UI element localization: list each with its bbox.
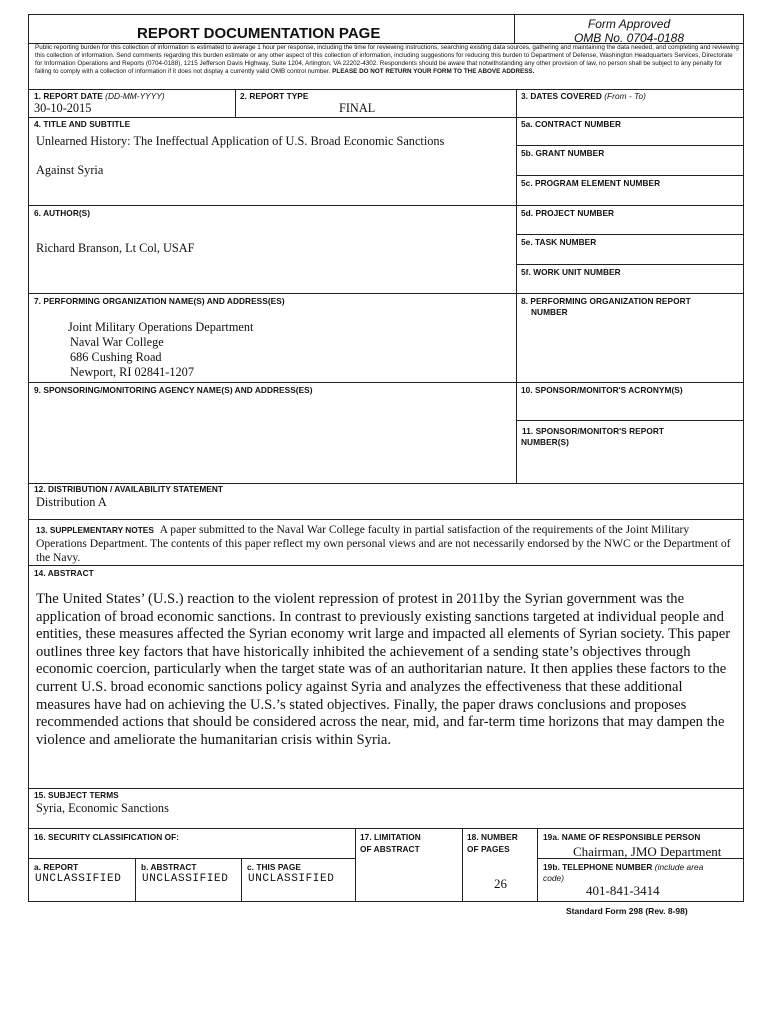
page-class-label: c. THIS PAGE [247,862,301,872]
subject-terms-label: 15. SUBJECT TERMS [34,790,119,800]
title-line-1[interactable]: Unlearned History: The Ineffectual Application of U.S. Broad Economic Sanctions [36,134,445,148]
report-type-value[interactable]: FINAL [339,101,376,115]
abstract-class-label: b. ABSTRACT [141,862,197,872]
divider [29,828,743,829]
label-text: 19b. TELEPHONE NUMBER [543,862,653,872]
divider [29,519,743,520]
report-date-label [34,91,165,101]
label-hint: (From - To) [604,91,646,101]
divider [235,89,236,117]
burden-statement [35,44,739,76]
divider [516,117,517,483]
distribution-label: 12. DISTRIBUTION / AVAILABILITY STATEMENT [34,484,224,494]
dates-covered-label [521,91,646,101]
burden-text: Public reporting burden for this collection of information is estimated to average 1 hour per response, including the time for reviewing instructions, searching existing data sources, gathering and maintaining the data needed, and completing and reviewing this collection of information. Send comments regarding this burden estimate or any other aspect of this collection of information, including suggestions for reducing this burden to Department of Defense, Washington Headquarters Services, Directorate for Information Operations and Reports (0704-0188), 1215 Jefferson Davis Highway, Suite 1204, Arlington, VA 22202-4302. Respondents should be aware that notwithstanding any other provision of law, no person shall be subject to any penalty for failing to comply with a collection of information if it does not display a currently valid OMB control number. [35,44,739,75]
form-approved-label: Form Approved [587,17,671,31]
sponsoring-label: 9. SPONSORING/MONITORING AGENCY NAME(S) AND ADDRESS(ES) [34,385,313,395]
task-number-label: 5e. TASK NUMBER [521,237,597,247]
divider [29,205,743,206]
telephone-value[interactable]: 401-841-3414 [586,883,660,898]
security-class-label: 16. SECURITY CLASSIFICATION OF: [34,832,180,842]
responsible-person-value[interactable]: Chairman, JMO Department [573,844,722,859]
num-pages-value[interactable]: 26 [494,876,507,891]
authors-value[interactable]: Richard Branson, Lt Col, USAF [36,241,195,255]
label-hint: code) [543,873,565,883]
supplementary-notes[interactable] [36,523,740,565]
grant-number-label: 5b. GRANT NUMBER [521,148,605,158]
divider [29,89,743,90]
supplementary-label: 13. SUPPLEMENTARY NOTES [36,525,154,535]
report-class-value[interactable]: UNCLASSIFIED [35,873,122,885]
telephone-label [543,862,703,872]
divider [537,858,743,859]
performing-report-label-2: NUMBER [531,307,568,317]
divider [355,828,356,901]
label-text: 1. REPORT DATE [34,91,103,101]
divider [516,420,743,421]
performing-report-label: 8. PERFORMING ORGANIZATION REPORT [521,296,691,306]
divider [516,234,743,235]
distribution-value[interactable]: Distribution A [36,495,107,509]
abstract-label: 14. ABSTRACT [34,568,94,578]
authors-label: 6. AUTHOR(S) [34,208,91,218]
divider [29,788,743,789]
divider [462,828,463,901]
num-pages-label: 18. NUMBER [467,832,518,842]
limitation-label-2: OF ABSTRACT [360,844,420,854]
performing-org-line[interactable]: 686 Cushing Road [70,350,162,364]
responsible-person-label: 19a. NAME OF RESPONSIBLE PERSON [543,832,701,842]
form-footer: Standard Form 298 (Rev. 8-98) [566,906,688,916]
program-element-label: 5c. PROGRAM ELEMENT NUMBER [521,178,661,188]
performing-org-line[interactable]: Joint Military Operations Department [68,320,254,334]
divider [135,858,136,901]
limitation-label: 17. LIMITATION [360,832,421,842]
report-type-label: 2. REPORT TYPE [240,91,309,101]
divider [29,565,743,566]
divider [241,858,242,901]
report-date-value[interactable]: 30-10-2015 [34,101,92,115]
performing-org-label: 7. PERFORMING ORGANIZATION NAME(S) AND ADDRESS(ES) [34,296,285,306]
title-line-2[interactable]: Against Syria [36,163,104,177]
burden-warning: PLEASE DO NOT RETURN YOUR FORM TO THE ABOVE ADDRESS. [332,68,535,75]
label-hint: (include area [654,862,704,872]
sponsor-acronym-label: 10. SPONSOR/MONITOR'S ACRONYM(S) [521,385,683,395]
contract-number-label: 5a. CONTRACT NUMBER [521,119,622,129]
project-number-label: 5d. PROJECT NUMBER [521,208,615,218]
supplementary-value: A paper submitted to the Naval War College faculty in partial satisfaction of the requirements of the Joint Military Operations Department. The contents of this paper reflect my own personal views and are not necessarily endorsed by the NWC or the Department of the Navy. [36,523,731,564]
report-documentation-form [28,14,744,902]
divider [516,145,743,146]
work-unit-label: 5f. WORK UNIT NUMBER [521,267,621,277]
divider [29,858,355,859]
divider [537,828,538,901]
divider [516,89,517,117]
divider [29,382,743,383]
page-title: REPORT DOCUMENTATION PAGE [137,25,381,42]
abstract-value[interactable]: The United States’ (U.S.) reaction to the violent repression of protest in 2011by the Syrian government was the application of broad economic sanctions. In contrast to previously existing sanctions targeted at individual people and entities, these measures affected the Syrian economy writ large and impacted all elements of Syrian society. This paper outlines three key factors that have historically inhibited the achievement of a sending state’s objectives through economic coercion, particularly when the target state was of an authoritarian nature. It then applies these factors to the current U.S. broad economic sanctions policy against Syria and analyzes the effectiveness that these additional measures have had on achieving the U.S.’s stated objectives. Finally, the paper draws conclusions and proposes recommended actions that should be considered across the near, mid, and far-term time horizons that may dampen the violence and ameliorate the humanitarian crisis within Syria. [36,591,731,748]
sponsor-report-label-2: NUMBER(S) [521,437,569,447]
telephone-hint-2 [543,873,564,883]
omb-number: OMB No. 0704-0188 [573,31,685,45]
page-class-value[interactable]: UNCLASSIFIED [248,873,335,885]
performing-org-line[interactable]: Naval War College [70,335,164,349]
divider [516,264,743,265]
sponsor-report-label: 11. SPONSOR/MONITOR'S REPORT [522,426,664,436]
divider [29,293,743,294]
divider [29,117,743,118]
num-pages-label-2: OF PAGES [467,844,510,854]
report-class-label: a. REPORT [34,862,79,872]
divider [516,175,743,176]
subject-terms-value[interactable]: Syria, Economic Sanctions [36,801,169,815]
title-label: 4. TITLE AND SUBTITLE [34,119,131,129]
performing-org-line[interactable]: Newport, RI 02841-1207 [70,365,194,379]
abstract-class-value[interactable]: UNCLASSIFIED [142,873,229,885]
label-hint: (DD-MM-YYYY) [105,91,165,101]
label-text: 3. DATES COVERED [521,91,602,101]
